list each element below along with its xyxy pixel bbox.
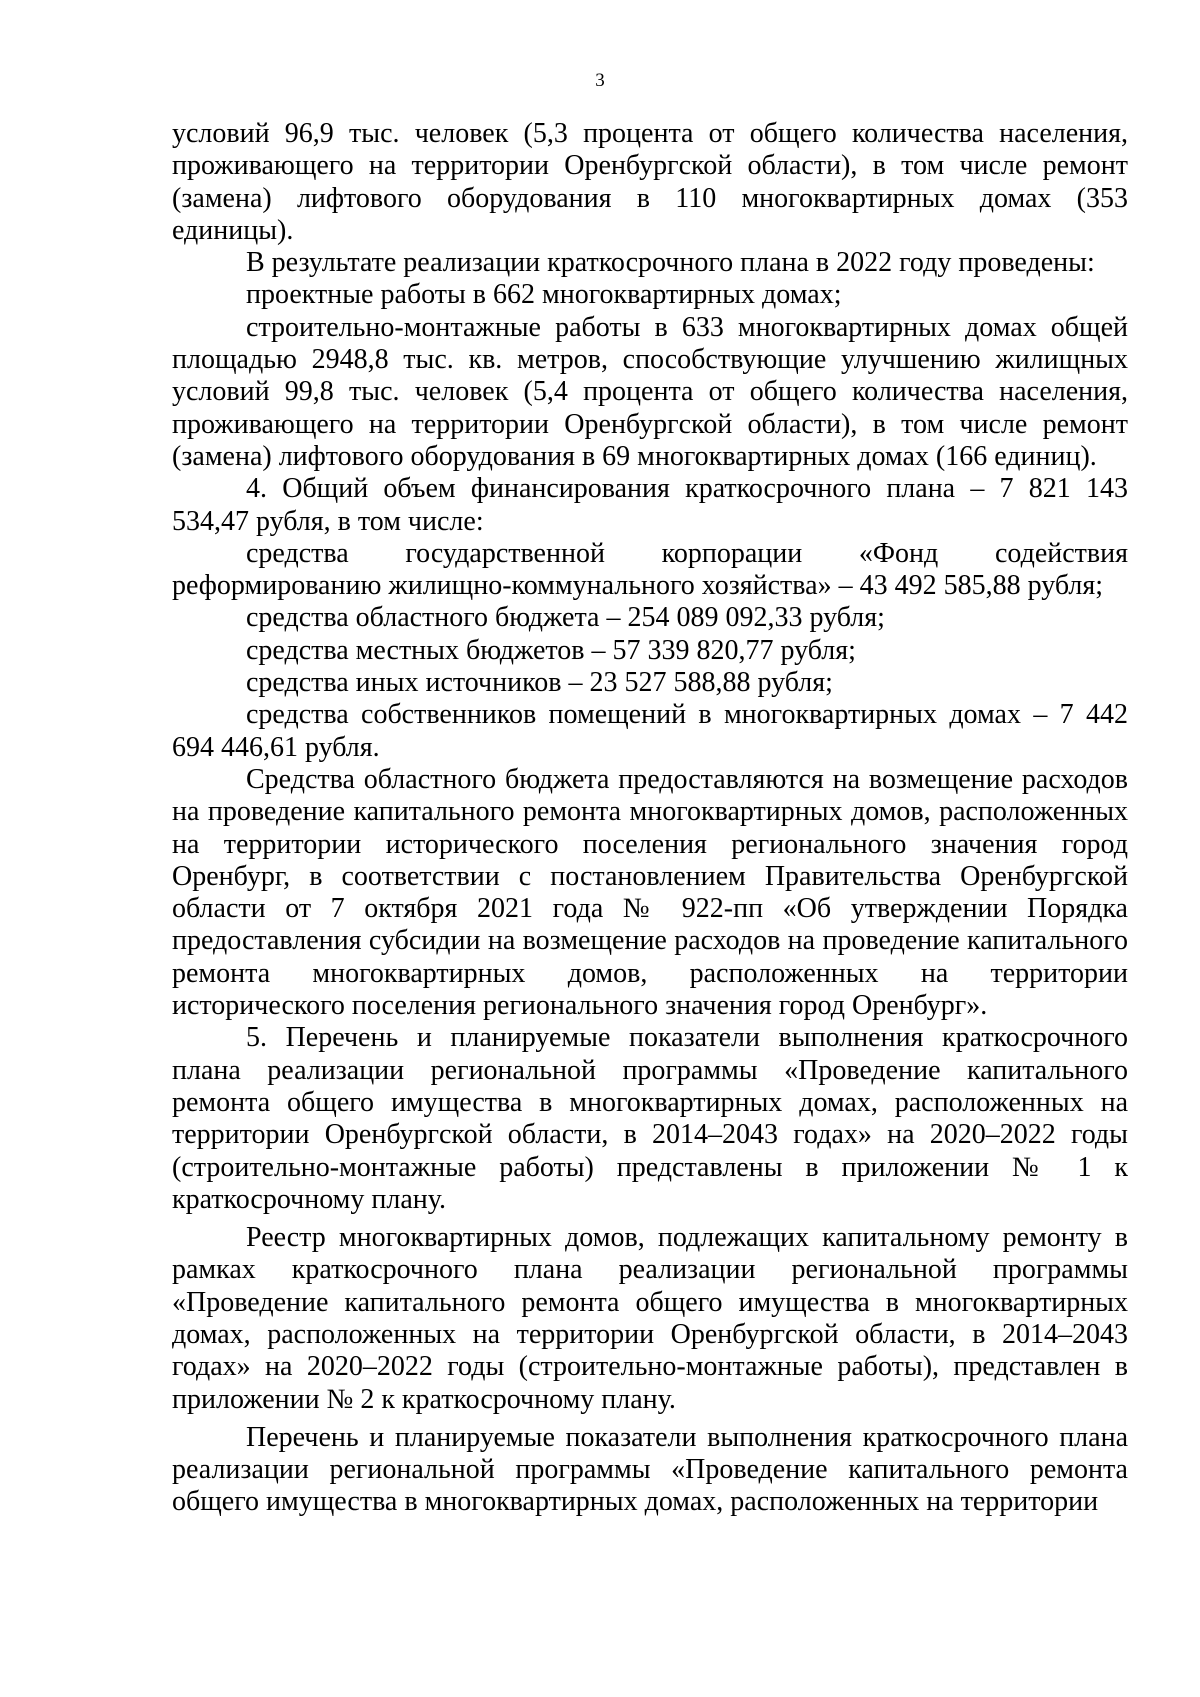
paragraph-regional-budget: средства областного бюджета – 254 089 092,33 рубля; [246,602,885,634]
paragraph-local-budgets: средства местных бюджетов – 57 339 820,77 рубля; [246,634,856,666]
paragraph-owners-funds: средства собственников помещений в многоквартирных домах – 7 442 694 446,61 рубля. [172,699,1128,763]
paragraph-other-sources: средства иных источников – 23 527 588,88 рубля; [246,667,833,699]
paragraph-results-2022: В результате реализации краткосрочного плана в 2022 году проведены: [246,247,1095,279]
paragraph-regional-budget-purpose: Средства областного бюджета предоставляются на возмещение расходов на проведение капитального ремонта многоквартирных домов, расположенных на территории исторического поселения регионального значения город Оренбург, в соответствии с постановлением Правительства Оренбургской области от 7 октября 2021 года № 922-пп «Об утверждении Порядка предоставления субсидии на возмещение расходов на проведение капитального ремонта многоквартирных домов, расположенных на территории исторического поселения регионального значения город Оренбург». [172,763,1128,1022]
document-body [172,118,1128,1519]
paragraph-register: Реестр многоквартирных домов, подлежащих капитальному ремонту в рамках краткосрочного плана реализации региональной программы «Проведение капитального ремонта общего имущества в многоквартирных домах, расположенных на территории Оренбургской области, в 2014–2043 годах» на 2020–2022 годы (строительно-монтажные работы), представлен в приложении № 2 к краткосрочному плану. [172,1222,1128,1415]
paragraph-continuation: условий 96,9 тыс. человек (5,3 процента от общего количества населения, проживающего на территории Оренбургской области), в том числе ремонт (замена) лифтового оборудования в 110 многоквартирных домах (353 единицы). [172,118,1128,246]
paragraph-design-works: проектные работы в 662 многоквартирных домах; [246,279,842,311]
paragraph-list-indicators: Перечень и планируемые показатели выполнения краткосрочного плана реализации региональной программы «Проведение капитального ремонта общего имущества в многоквартирных домах, расположенных на территории [172,1421,1128,1518]
paragraph-total-financing: 4. Общий объем финансирования краткосрочного плана – 7 821 143 534,47 рубля, в том числе: [172,473,1128,537]
paragraph-section-5: 5. Перечень и планируемые показатели выполнения краткосрочного плана реализации региональной программы «Проведение капитального ремонта общего имущества в многоквартирных домах, расположенных на территории Оренбургской области, в 2014–2043 годах» на 2020–2022 годы (строительно-монтажные работы) представлены в приложении № 1 к краткосрочному плану. [172,1022,1128,1215]
paragraph-construction-works: строительно-монтажные работы в 633 многоквартирных домах общей площадью 2948,8 тыс. кв. метров, способствующие улучшению жилищных условий 99,8 тыс. человек (5,4 процента от общего количества населения, проживающего на территории Оренбургской области), в том числе ремонт (замена) лифтового оборудования в 69 многоквартирных домах (166 единиц). [172,311,1128,472]
paragraph-fund-resources: средства государственной корпорации «Фонд содействия реформированию жилищно-коммунального хозяйства» – 43 492 585,88 рубля; [172,537,1128,602]
page-number: 3 [595,70,605,91]
